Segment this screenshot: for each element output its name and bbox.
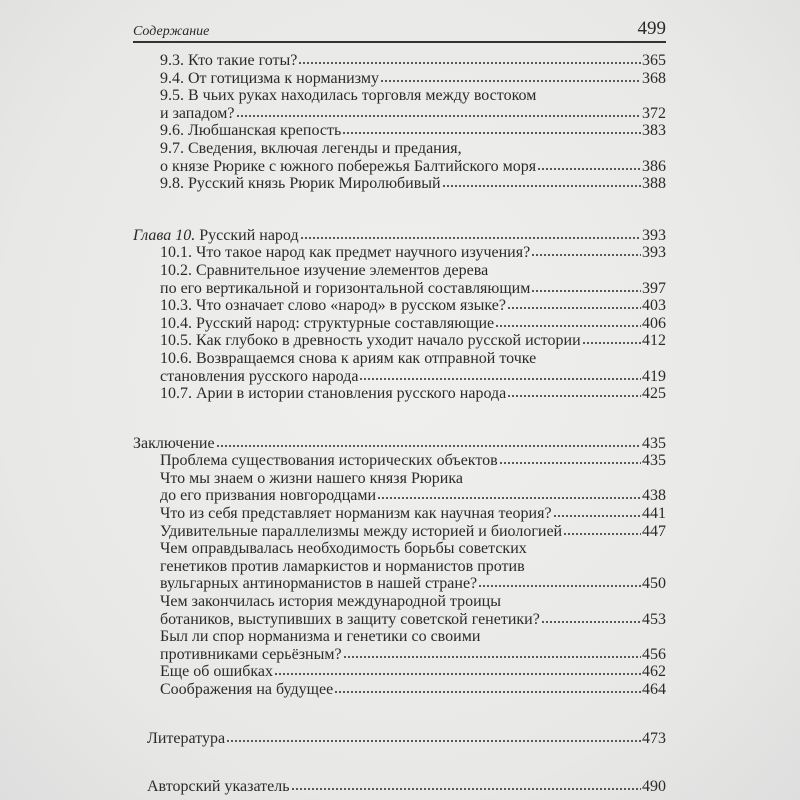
toc-entry-page: 365: [642, 52, 666, 69]
toc-entry-title: 10.1. Что такое народ как предмет научного изучения?: [160, 244, 531, 262]
toc-entry: [133, 315, 666, 333]
toc-entry: [133, 540, 666, 558]
dot-leader: [582, 341, 641, 345]
dot-leader: [531, 253, 641, 257]
dot-leader: [495, 324, 641, 328]
toc-entry: [133, 332, 666, 350]
toc-entry: [133, 70, 666, 88]
toc-entry-page: 368: [642, 69, 666, 87]
toc-entry: [133, 611, 666, 629]
dot-leader: [442, 184, 641, 188]
chapter-label: Глава 10.: [133, 226, 196, 244]
toc-entry-page: 397: [642, 279, 666, 297]
dot-leader: [300, 236, 641, 240]
toc-entry-title: Чем оправдывалась необходимость борьбы советских: [160, 540, 527, 558]
toc-entry-page: 464: [642, 681, 666, 698]
toc-entry-title: по его вертикальной и горизонтальной составляющим: [160, 279, 531, 297]
toc-entry: [133, 87, 666, 105]
toc-entry-title: противниками серьёзным?: [160, 645, 342, 663]
toc-entry: [133, 122, 666, 140]
toc-entry: [133, 175, 666, 193]
toc-entry-title: 10.7. Арии в истории становления русского народа: [160, 385, 507, 403]
dot-leader: [380, 79, 641, 83]
dot-leader: [553, 514, 641, 518]
dot-leader: [478, 584, 641, 588]
dot-leader: [274, 672, 641, 676]
toc-entry: [133, 487, 666, 505]
toc-entry-title: 10.6. Возвращаемся снова к ариям как отправной точке: [160, 349, 537, 367]
toc-entry-page: 412: [642, 332, 666, 350]
toc-entry: [133, 593, 666, 611]
toc-entry-page: 453: [642, 610, 666, 628]
toc-entry: [133, 730, 666, 748]
header-rule: [133, 41, 666, 43]
toc-entry-title: 10.2. Сравнительное изучение элементов дерева: [160, 261, 489, 279]
toc-entry-page: 450: [642, 575, 666, 593]
toc-entry: [133, 452, 666, 470]
dot-leader: [507, 394, 641, 398]
toc-entry: [133, 350, 666, 368]
toc-entry-title: и западом?: [160, 104, 235, 122]
toc-entry-page: 403: [642, 297, 666, 315]
toc-entry-title: вульгарных антинорманистов в нашей стране?: [160, 575, 478, 593]
toc-entry: [133, 227, 666, 245]
dot-leader: [291, 787, 641, 791]
toc-entry-title: 10.4. Русский народ: структурные составляющие: [160, 314, 495, 332]
dot-leader: [343, 655, 641, 659]
toc-entry-title: Чем закончилась история международной троицы: [160, 593, 501, 611]
toc-entry-page: 438: [642, 487, 666, 505]
running-title: Содержание: [133, 24, 210, 39]
toc-entry-title: 10.5. Как глубоко в древность уходит начало русской истории: [160, 332, 581, 350]
toc-entry-title: 9.4. От готицизма к норманизму: [160, 69, 379, 87]
toc-entry: [133, 628, 666, 646]
toc-entry: [133, 280, 666, 298]
dot-leader: [507, 306, 641, 310]
toc-entry-page: 406: [642, 314, 666, 332]
toc-entry-page: 383: [642, 122, 666, 140]
toc-entry: [133, 158, 666, 176]
dot-leader: [377, 496, 641, 500]
dot-leader: [236, 114, 642, 118]
dot-leader: [334, 690, 641, 694]
toc-entry-title: 9.6. Любшанская крепость: [160, 122, 342, 140]
toc-entry-page: 435: [642, 452, 666, 470]
section-spacer: [133, 747, 666, 778]
toc-entry-title: 9.5. В чьих руках находилась торговля между востоком: [160, 87, 537, 105]
toc-entry-title: Был ли спор норманизма и генетики со своими: [160, 628, 481, 646]
toc-entry-title: 9.8. Русский князь Рюрик Миролюбивый: [160, 175, 441, 193]
toc-entry: [133, 52, 666, 70]
toc-entry-page: 393: [642, 226, 666, 244]
toc-entry-page: 393: [642, 244, 666, 262]
toc-entry: [133, 558, 666, 576]
toc-entry-title: Удивительные параллелизмы между историей и биологией: [160, 522, 563, 540]
dot-leader: [226, 739, 641, 743]
dot-leader: [216, 444, 641, 448]
toc-entry: [133, 140, 666, 158]
running-header: [133, 10, 666, 40]
toc-entry: [133, 663, 666, 681]
toc-entry: [133, 523, 666, 541]
toc-entry-title: до его призвания новгородцами: [160, 487, 377, 505]
toc-entry-title: генетиков против ламаркистов и норманистов против: [160, 557, 525, 575]
toc-entry-title: Заключение: [133, 434, 215, 452]
toc-entry-title: 9.7. Сведения, включая легенды и предания,: [160, 139, 462, 157]
toc-entry: [133, 575, 666, 593]
toc-entry-page: 473: [642, 729, 666, 747]
toc-entry: [133, 262, 666, 280]
section-spacer: [133, 403, 666, 435]
dot-leader: [537, 167, 641, 171]
toc-entry: [133, 646, 666, 664]
dot-leader: [563, 532, 641, 536]
toc-entry-page: 447: [642, 522, 666, 540]
toc-entry-title: Что мы знаем о жизни нашего князя Рюрика: [160, 469, 463, 487]
dot-leader: [541, 620, 641, 624]
section-spacer: [133, 193, 666, 227]
toc-entry-page: 435: [642, 434, 666, 452]
toc-entry-page: 372: [642, 104, 666, 122]
toc-entry-title: Проблема существования исторических объектов: [160, 452, 498, 470]
toc-entry-page: 490: [642, 778, 666, 796]
toc-entry-title: о князе Рюрике с южного побережья Балтийского моря: [160, 157, 537, 175]
toc-entry-page: 388: [642, 175, 666, 193]
dot-leader: [499, 461, 641, 465]
section-spacer: [133, 699, 666, 730]
toc-entry: [133, 244, 666, 262]
toc-entry-title: Авторский указатель: [147, 778, 290, 796]
page-number: 499: [637, 18, 666, 39]
toc-entry: [133, 470, 666, 488]
dot-leader: [531, 289, 641, 293]
toc-entry-title: 9.3. Кто такие готы?: [160, 52, 298, 69]
toc-entry: [133, 505, 666, 523]
toc-entry: [133, 385, 666, 403]
toc-entry-title: становления русского народа: [160, 367, 359, 385]
dot-leader: [298, 61, 641, 65]
toc-entry: [133, 105, 666, 123]
toc-entry: [133, 368, 666, 386]
toc-entry-title: Литература: [147, 729, 226, 747]
toc-entry: [133, 297, 666, 315]
toc-entry-page: 419: [642, 367, 666, 385]
dot-leader: [359, 377, 641, 381]
dot-leader: [342, 131, 641, 135]
toc-entry-page: 425: [642, 385, 666, 403]
toc-entry-page: 462: [642, 663, 666, 681]
toc-entry-title: Русский народ: [199, 226, 299, 244]
toc-entry-title: Что из себя представляет норманизм как научная теория?: [160, 505, 552, 523]
table-of-contents: [133, 52, 666, 796]
toc-entry: [133, 435, 666, 453]
toc-entry-title: Еще об ошибках: [160, 663, 273, 681]
toc-entry-title: Соображения на будущее: [160, 681, 334, 698]
toc-entry-page: 386: [642, 157, 666, 175]
toc-entry: [133, 681, 666, 699]
toc-entry-page: 441: [642, 505, 666, 523]
toc-entry: [133, 778, 666, 796]
toc-entry-title: ботаников, выступивших в защиту советской генетики?: [160, 610, 540, 628]
toc-entry-page: 456: [642, 645, 666, 663]
toc-entry-title: 10.3. Что означает слово «народ» в русском языке?: [160, 297, 506, 315]
